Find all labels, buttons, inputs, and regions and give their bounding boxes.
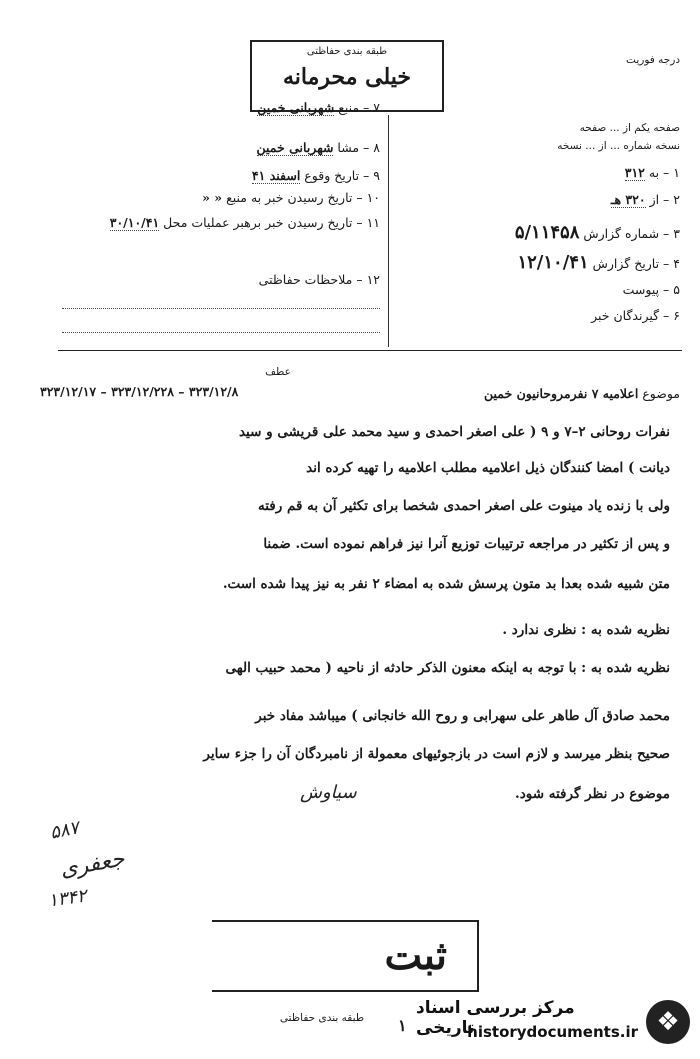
form-field-origin xyxy=(62,140,380,155)
copy-info: نسخه شماره ... از ... نسخه xyxy=(557,140,680,152)
form-field-from xyxy=(400,192,680,207)
field-label: ۹ – تاریخ وقوع xyxy=(304,168,380,183)
field-value: ۵/۱۱۴۵۸ xyxy=(514,222,580,243)
form-field-operations-received-date xyxy=(62,215,380,230)
field-label: ۳ – شماره گزارش xyxy=(583,226,680,241)
opinion-1: نظریه شده به : نظری ندارد . xyxy=(502,622,670,638)
field-value: شهربانی خمین xyxy=(256,140,334,155)
archive-name: مرکز بررسی اسناد تاریخی xyxy=(416,998,575,1038)
field-value: ۳۰/۱۰/۴۱ xyxy=(109,215,160,230)
margin-signature: ۵۸۷ xyxy=(48,817,81,844)
field-label: ۱۲ – ملاحظات حفاظتی xyxy=(258,272,380,287)
form-field-event-date xyxy=(62,168,380,183)
subject-line xyxy=(320,386,680,401)
classification-stamp-title: خیلی محرمانه xyxy=(282,64,412,90)
field-label: ۷ – منبع xyxy=(338,100,380,115)
form-field-attachment xyxy=(400,282,680,297)
subject-label: موضوع xyxy=(642,386,680,401)
blank-line xyxy=(62,332,380,333)
field-value: شهربانی خمین xyxy=(257,100,335,115)
field-value: ۳۲۰ هـ xyxy=(610,192,646,207)
reference-label: عطف xyxy=(265,366,291,378)
page-number: ۱ xyxy=(398,1016,407,1035)
field-value: اسفند ۴۱ xyxy=(251,168,301,183)
margin-signature: ۱۳۴۲ xyxy=(46,885,88,912)
reference-numbers: ۳۲۳/۱۲/۸ – ۳۲۳/۱۲/۲۲۸ – ۳۲۳/۱۲/۱۷ xyxy=(40,384,239,399)
form-field-source xyxy=(62,100,380,115)
opinion-2-line: موضوع در نظر گرفته شود. xyxy=(515,786,670,802)
form-field-report-number xyxy=(400,222,680,243)
body-line: دیانت ) امضا کنندگان ذیل اعلامیه مطلب اعلامیه را تهیه کرده اند xyxy=(306,460,670,476)
registration-stamp xyxy=(212,920,479,992)
field-label: ۱۱ – تاریخ رسیدن خبر برهبر عملیات محل xyxy=(163,215,380,230)
form-field-recipients xyxy=(400,308,680,323)
field-label: ۲ – از xyxy=(649,192,680,207)
opinion-2-line: محمد صادق آل طاهر علی سهرابی و روح الله خانجانی ) میباشد مفاد خبر xyxy=(255,708,670,724)
field-label: ۵ – پیوست xyxy=(622,282,680,297)
form-field-source-received-date xyxy=(62,190,380,205)
opinion-signature: سیاوش xyxy=(300,782,357,803)
form-field-report-date xyxy=(400,252,680,273)
field-label: ۸ – مشا xyxy=(337,140,380,155)
classification-label: طبقه بندی حفاظتی xyxy=(306,46,388,57)
registration-stamp-mark: ثبت xyxy=(384,932,447,979)
margin-signature: جعفری xyxy=(58,846,127,883)
form-field-to xyxy=(400,165,680,180)
page-info: صفحه یکم از ... صفحه xyxy=(579,122,680,134)
field-label: ۴ – تاریخ گزارش xyxy=(592,256,680,271)
field-label: ۱۰ – تاریخ رسیدن خبر به منبع xyxy=(226,190,380,205)
archive-watermark xyxy=(416,996,696,1056)
section-divider xyxy=(58,350,682,351)
body-line: نفرات روحانی ۲–۷ و ۹ ( علی اصغر احمدی و سید محمد علی قریشی و سید xyxy=(238,424,670,440)
body-line: ولی با زنده یاد مینوت علی اصغر احمدی شخصا برای تکثیر آن به قم رفته xyxy=(257,498,670,514)
field-value: ۱۲/۱۰/۴۱ xyxy=(517,252,589,273)
opinion-2-line: نظریه شده به : با توجه به اینکه معنون الذکر حادثه از ناحیه ( محمد حبیب الهی xyxy=(225,660,670,676)
archive-url: historydocuments.ir xyxy=(467,1023,638,1041)
form-field-security-notes xyxy=(62,272,380,287)
classification-bottom-label: طبقه بندی حفاظتی xyxy=(279,1012,365,1024)
body-line: متن شبیه شده بعدا بد متون پرسش شده به امضاء ۲ نفر به نیز پیدا شده است. xyxy=(222,576,670,592)
body-line: و پس از تکثیر در مراجعه ترتیبات توزیع آنرا نیز فراهم نموده است. ضمنا xyxy=(263,536,670,552)
field-label: ۶ – گیرندگان خبر xyxy=(591,308,680,323)
archive-logo-icon: ❖ xyxy=(646,1000,690,1044)
opinion-2-line: صحیح بنظر میرسد و لازم است در بازجوئیهای معمولة از نامبردگان آن را جزء سایر xyxy=(203,746,670,762)
form-column-divider xyxy=(388,115,389,347)
field-value: « « xyxy=(202,190,223,205)
priority-label: درجه فوریت xyxy=(626,54,680,66)
blank-line xyxy=(62,308,380,309)
field-value: ۳۱۲ xyxy=(624,165,645,180)
field-label: ۱ – به xyxy=(648,165,680,180)
subject-text: اعلامیه ۷ نفرمروحانیون خمین xyxy=(483,386,639,401)
